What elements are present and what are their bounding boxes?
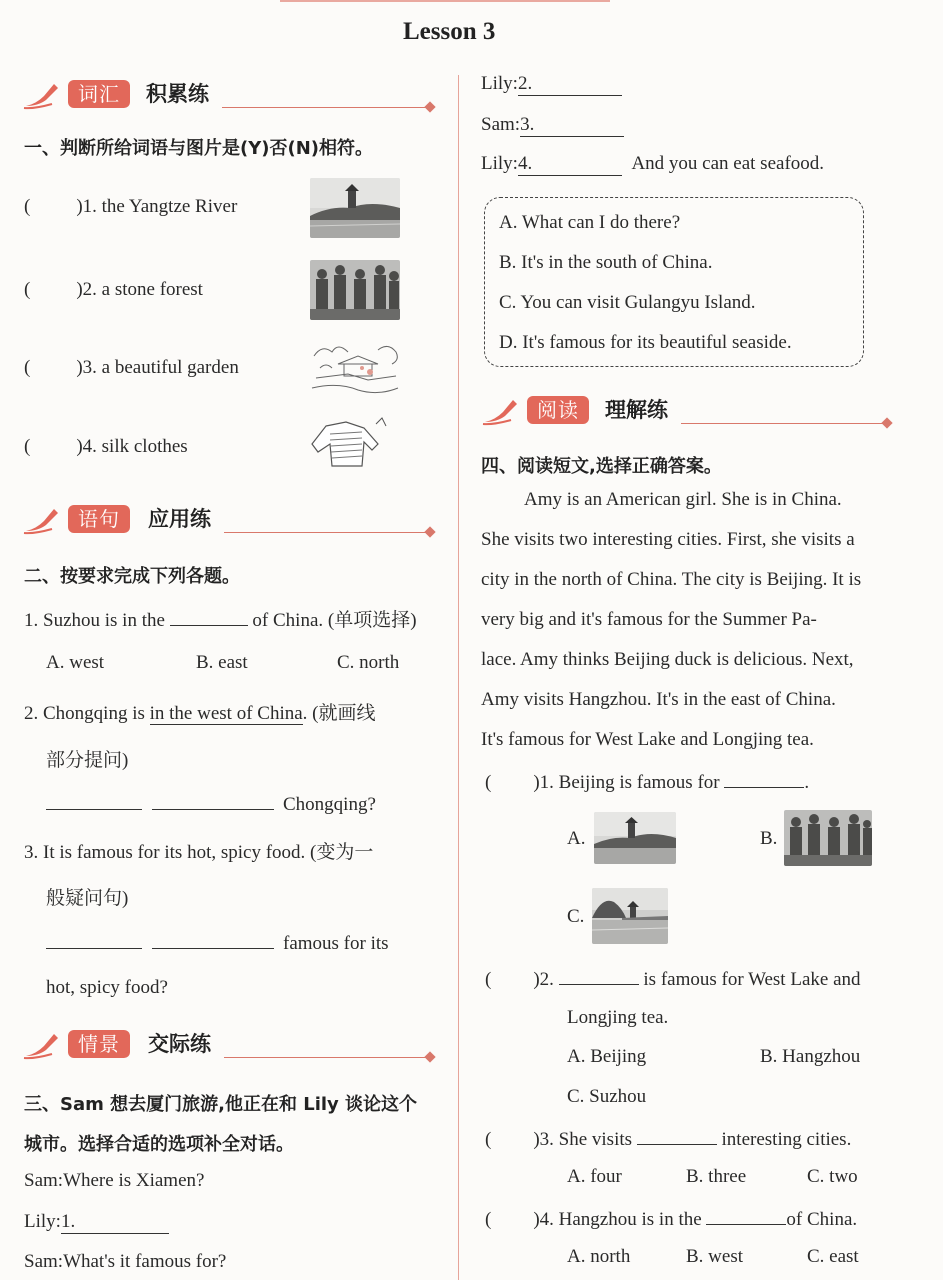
answer-blank[interactable] bbox=[152, 930, 274, 949]
answer-blank[interactable]: 2. bbox=[518, 73, 622, 96]
section-title: 理解练 bbox=[605, 398, 668, 422]
part4-q4: ( )4. Hangzhou is in the of China. bbox=[485, 1206, 857, 1231]
section-header-sentence bbox=[22, 501, 438, 537]
section-badge: 阅读 bbox=[527, 396, 589, 424]
section-rule-dot bbox=[881, 417, 892, 428]
dialog-option-d[interactable]: D. It's famous for its beautiful seaside. bbox=[499, 332, 792, 353]
dialog-line-3: Sam:What's it famous for? bbox=[24, 1251, 227, 1272]
part4-q1-option-c[interactable]: C. bbox=[567, 906, 585, 927]
section-badge: 情景 bbox=[68, 1030, 130, 1058]
answer-blank[interactable] bbox=[170, 607, 248, 626]
section-header-vocab bbox=[22, 76, 438, 112]
part2-q1-option-c[interactable]: C. north bbox=[337, 652, 400, 673]
part4-q1: ( )1. Beijing is famous for . bbox=[485, 769, 809, 794]
section-rule bbox=[681, 423, 885, 424]
pencil-icon bbox=[22, 78, 62, 110]
stone-forest-picture bbox=[310, 260, 400, 320]
answer-blank[interactable]: 1. bbox=[61, 1211, 169, 1234]
answer-blank[interactable] bbox=[46, 930, 142, 949]
part2-q2-answer: Chongqing? bbox=[46, 791, 376, 816]
answer-blank[interactable] bbox=[152, 791, 274, 810]
section-rule-dot bbox=[424, 101, 435, 112]
passage-line-1: Amy is an American girl. She is in China. bbox=[524, 489, 842, 510]
part4-q3-option-b[interactable]: B. three bbox=[686, 1166, 747, 1187]
section-rule bbox=[224, 532, 428, 533]
dialog-option-a[interactable]: A. What can I do there? bbox=[499, 212, 681, 233]
answer-paren[interactable]: ( bbox=[24, 196, 31, 217]
part4-q4-option-c[interactable]: C. east bbox=[807, 1246, 859, 1267]
part1-item-1: ( )1. the Yangtze River bbox=[24, 196, 238, 217]
part4-q1-option-a[interactable]: A. bbox=[567, 828, 586, 849]
passage-line-2: She visits two interesting cities. First, she visits a bbox=[481, 529, 855, 550]
passage-line-3: city in the north of China. The city is Beijing. It is bbox=[481, 569, 862, 590]
part4-q3-option-c[interactable]: C. two bbox=[807, 1166, 858, 1187]
part2-q3-answer: famous for its bbox=[46, 930, 389, 955]
pencil-icon bbox=[22, 1028, 62, 1060]
part2-q2-line2: 部分提问) bbox=[46, 750, 129, 771]
dialog-options-box bbox=[484, 197, 864, 367]
part2-instruction: 二、按要求完成下列各题。 bbox=[24, 566, 240, 587]
section-rule-dot bbox=[424, 1051, 435, 1062]
column-divider bbox=[458, 75, 459, 1280]
dialog-line-5: Sam:3. bbox=[481, 114, 624, 137]
part4-q2-line2: Longjing tea. bbox=[567, 1007, 669, 1028]
yangtze-river-picture bbox=[310, 178, 400, 238]
passage-line-6: Amy visits Hangzhou. It's in the east of China. bbox=[481, 689, 836, 710]
dialog-line-6: Lily:4. And you can eat seafood. bbox=[481, 153, 825, 174]
underlined-phrase: in the west of China bbox=[149, 703, 303, 724]
part2-q3-line2: 般疑问句) bbox=[46, 888, 129, 909]
part4-q4-option-a[interactable]: A. north bbox=[567, 1246, 631, 1267]
answer-paren[interactable]: ( bbox=[24, 357, 31, 378]
answer-paren[interactable]: ( bbox=[485, 969, 492, 990]
answer-blank[interactable] bbox=[46, 791, 142, 810]
section-title: 交际练 bbox=[148, 1032, 211, 1056]
answer-paren[interactable]: ( bbox=[485, 1209, 492, 1230]
answer-paren[interactable]: ( bbox=[24, 279, 31, 300]
dialog-option-c[interactable]: C. You can visit Gulangyu Island. bbox=[499, 292, 756, 313]
part4-q2-option-c[interactable]: C. Suzhou bbox=[567, 1086, 647, 1107]
west-lake-picture bbox=[592, 888, 668, 944]
section-badge: 语句 bbox=[68, 505, 130, 533]
answer-blank[interactable] bbox=[706, 1206, 786, 1225]
section-header-reading bbox=[481, 392, 895, 428]
part3-instruction-2: 城市。选择合适的选项补全对话。 bbox=[24, 1134, 294, 1155]
section-title: 积累练 bbox=[146, 82, 209, 106]
answer-blank[interactable]: 4. bbox=[518, 153, 622, 176]
answer-paren[interactable]: ( bbox=[485, 1129, 492, 1150]
part1-item-2: ( )2. a stone forest bbox=[24, 279, 203, 300]
part4-q3: ( )3. She visits interesting cities. bbox=[485, 1126, 851, 1151]
part4-q1-option-b[interactable]: B. bbox=[760, 828, 778, 849]
part4-instruction: 四、阅读短文,选择正确答案。 bbox=[481, 456, 722, 477]
page-title: Lesson 3 bbox=[403, 18, 496, 45]
pencil-icon bbox=[481, 394, 521, 426]
summer-palace-picture bbox=[594, 812, 676, 864]
top-decor-line bbox=[280, 0, 610, 2]
part4-q2-option-b[interactable]: B. Hangzhou bbox=[760, 1046, 861, 1067]
part2-q1-option-b[interactable]: B. east bbox=[196, 652, 248, 673]
passage-line-4: very big and it's famous for the Summer Pa- bbox=[481, 609, 817, 630]
answer-blank[interactable] bbox=[724, 769, 804, 788]
garden-sketch-picture bbox=[308, 338, 402, 400]
section-rule-dot bbox=[424, 526, 435, 537]
part2-q3: 3. It is famous for its hot, spicy food. (变为一 bbox=[24, 842, 374, 863]
part1-item-4: ( )4. silk clothes bbox=[24, 436, 188, 457]
section-badge: 词汇 bbox=[68, 80, 130, 108]
passage-line-7: It's famous for West Lake and Longjing tea. bbox=[481, 729, 814, 750]
dialog-line-4: Lily:2. bbox=[481, 73, 622, 96]
dialog-option-b[interactable]: B. It's in the south of China. bbox=[499, 252, 713, 273]
passage-line-5: lace. Amy thinks Beijing duck is delicious. Next, bbox=[481, 649, 854, 670]
part2-q2: 2. Chongqing is in the west of China. (就画线 bbox=[24, 703, 376, 724]
part1-instruction: 一、判断所给词语与图片是(Y)否(N)相符。 bbox=[24, 138, 374, 159]
section-header-situation bbox=[22, 1026, 438, 1062]
part4-q2-option-a[interactable]: A. Beijing bbox=[567, 1046, 647, 1067]
dialog-line-1: Sam:Where is Xiamen? bbox=[24, 1170, 205, 1191]
answer-paren[interactable]: ( bbox=[485, 772, 492, 793]
terracotta-picture bbox=[784, 810, 872, 866]
part2-q3-line4: hot, spicy food? bbox=[46, 977, 168, 998]
part4-q3-option-a[interactable]: A. four bbox=[567, 1166, 622, 1187]
pencil-icon bbox=[22, 503, 62, 535]
part1-item-3: ( )3. a beautiful garden bbox=[24, 357, 239, 378]
part4-q2: ( )2. is famous for West Lake and bbox=[485, 966, 861, 991]
part2-q1-option-a[interactable]: A. west bbox=[46, 652, 105, 673]
part4-q4-option-b[interactable]: B. west bbox=[686, 1246, 743, 1267]
answer-paren[interactable]: ( bbox=[24, 436, 31, 457]
answer-blank[interactable]: 3. bbox=[520, 114, 624, 137]
part3-instruction-1: 三、Sam 想去厦门旅游,他正在和 Lily 谈论这个 bbox=[24, 1094, 418, 1115]
part2-q1: 1. Suzhou is in the of China. (单项选择) bbox=[24, 605, 417, 632]
answer-blank[interactable] bbox=[559, 966, 639, 985]
answer-blank[interactable] bbox=[637, 1126, 717, 1145]
section-title: 应用练 bbox=[148, 507, 211, 531]
silk-clothes-picture bbox=[306, 416, 388, 472]
section-rule bbox=[224, 1057, 428, 1058]
section-rule bbox=[222, 107, 428, 108]
dialog-line-2: Lily:1. bbox=[24, 1211, 169, 1234]
